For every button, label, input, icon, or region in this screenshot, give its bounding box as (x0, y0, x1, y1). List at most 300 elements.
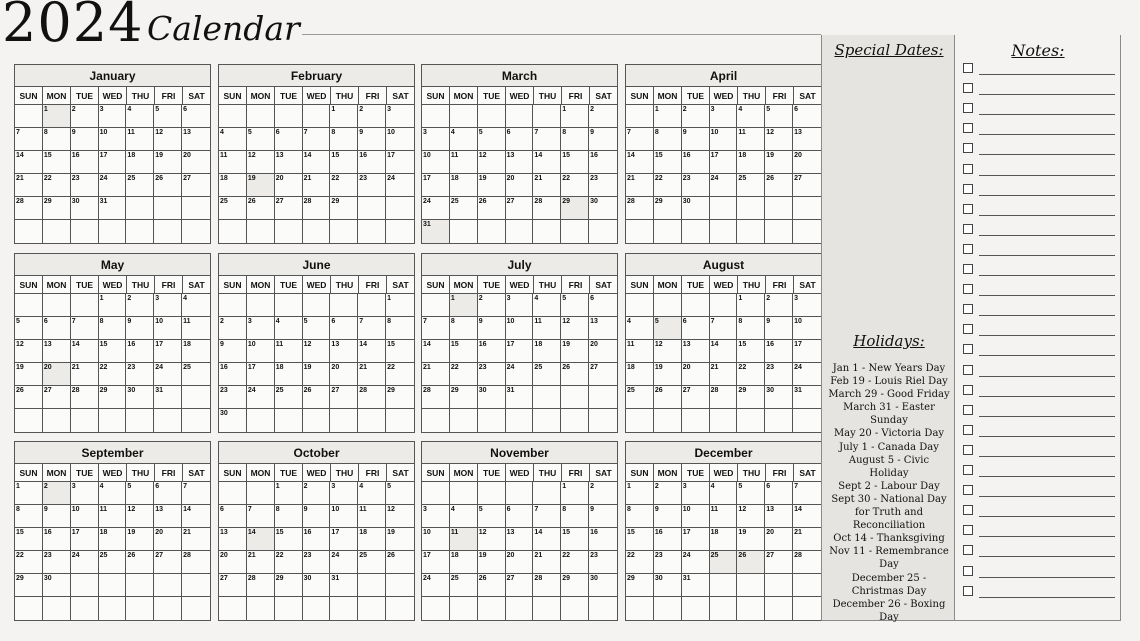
day-cell[interactable]: 12 (561, 317, 589, 340)
day-cell[interactable]: 19 (303, 363, 331, 386)
day-cell[interactable]: 24 (682, 551, 710, 574)
day-cell[interactable]: 12 (15, 340, 43, 363)
day-cell[interactable]: 8 (737, 317, 765, 340)
day-cell[interactable] (710, 294, 738, 317)
day-cell[interactable]: 1 (386, 294, 414, 317)
day-cell[interactable]: 30 (43, 574, 71, 597)
day-cell[interactable]: 1 (275, 482, 303, 505)
day-cell[interactable]: 9 (765, 317, 793, 340)
day-cell[interactable]: 11 (219, 151, 247, 174)
day-cell[interactable]: 15 (450, 340, 478, 363)
day-cell[interactable] (99, 597, 127, 620)
day-cell[interactable]: 3 (422, 128, 450, 151)
note-row[interactable] (963, 545, 1115, 557)
day-cell[interactable] (358, 197, 386, 220)
day-cell[interactable]: 11 (182, 317, 210, 340)
day-cell[interactable]: 13 (765, 505, 793, 528)
day-cell[interactable]: 5 (15, 317, 43, 340)
day-cell[interactable]: 20 (506, 174, 534, 197)
note-row[interactable] (963, 284, 1115, 296)
day-cell[interactable] (793, 220, 821, 243)
day-cell[interactable] (126, 574, 154, 597)
day-cell[interactable]: 25 (182, 363, 210, 386)
day-cell[interactable]: 13 (275, 151, 303, 174)
day-cell[interactable]: 4 (533, 294, 561, 317)
day-cell[interactable]: 8 (654, 128, 682, 151)
day-cell[interactable]: 17 (422, 551, 450, 574)
day-cell[interactable]: 1 (561, 482, 589, 505)
note-checkbox[interactable] (963, 304, 973, 314)
day-cell[interactable]: 21 (533, 174, 561, 197)
day-cell[interactable]: 24 (71, 551, 99, 574)
day-cell[interactable] (765, 574, 793, 597)
day-cell[interactable]: 31 (330, 574, 358, 597)
note-row[interactable] (963, 103, 1115, 115)
day-cell[interactable]: 29 (330, 197, 358, 220)
note-row[interactable] (963, 143, 1115, 155)
day-cell[interactable] (154, 574, 182, 597)
day-cell[interactable] (478, 409, 506, 432)
day-cell[interactable]: 4 (450, 128, 478, 151)
day-cell[interactable]: 14 (710, 340, 738, 363)
day-cell[interactable]: 16 (358, 151, 386, 174)
day-cell[interactable] (450, 597, 478, 620)
note-checkbox[interactable] (963, 204, 973, 214)
day-cell[interactable]: 14 (247, 528, 275, 551)
day-cell[interactable] (182, 220, 210, 243)
day-cell[interactable]: 7 (710, 317, 738, 340)
day-cell[interactable] (303, 105, 331, 128)
day-cell[interactable] (15, 105, 43, 128)
day-cell[interactable]: 29 (275, 574, 303, 597)
day-cell[interactable]: 5 (386, 482, 414, 505)
day-cell[interactable] (422, 597, 450, 620)
day-cell[interactable]: 21 (15, 174, 43, 197)
day-cell[interactable]: 5 (154, 105, 182, 128)
day-cell[interactable]: 10 (422, 151, 450, 174)
day-cell[interactable]: 27 (219, 574, 247, 597)
day-cell[interactable] (737, 597, 765, 620)
note-row[interactable] (963, 405, 1115, 417)
day-cell[interactable]: 28 (358, 386, 386, 409)
note-checkbox[interactable] (963, 425, 973, 435)
day-cell[interactable] (561, 386, 589, 409)
day-cell[interactable]: 25 (626, 386, 654, 409)
day-cell[interactable]: 7 (626, 128, 654, 151)
day-cell[interactable]: 20 (330, 363, 358, 386)
day-cell[interactable] (358, 220, 386, 243)
day-cell[interactable]: 26 (737, 551, 765, 574)
day-cell[interactable]: 30 (219, 409, 247, 432)
day-cell[interactable] (533, 105, 561, 128)
day-cell[interactable]: 30 (765, 386, 793, 409)
day-cell[interactable]: 14 (422, 340, 450, 363)
day-cell[interactable]: 6 (330, 317, 358, 340)
day-cell[interactable]: 17 (710, 151, 738, 174)
day-cell[interactable]: 15 (626, 528, 654, 551)
day-cell[interactable]: 8 (450, 317, 478, 340)
day-cell[interactable]: 11 (710, 505, 738, 528)
day-cell[interactable]: 13 (682, 340, 710, 363)
day-cell[interactable]: 20 (682, 363, 710, 386)
day-cell[interactable]: 19 (126, 528, 154, 551)
day-cell[interactable]: 8 (99, 317, 127, 340)
day-cell[interactable]: 30 (303, 574, 331, 597)
day-cell[interactable]: 29 (15, 574, 43, 597)
day-cell[interactable] (15, 294, 43, 317)
day-cell[interactable]: 10 (99, 128, 127, 151)
note-row[interactable] (963, 324, 1115, 336)
day-cell[interactable]: 21 (358, 363, 386, 386)
day-cell[interactable]: 4 (182, 294, 210, 317)
day-cell[interactable]: 23 (589, 174, 617, 197)
day-cell[interactable]: 18 (450, 174, 478, 197)
day-cell[interactable]: 5 (561, 294, 589, 317)
day-cell[interactable] (654, 409, 682, 432)
day-cell[interactable] (71, 220, 99, 243)
note-checkbox[interactable] (963, 143, 973, 153)
day-cell[interactable]: 23 (765, 363, 793, 386)
day-cell[interactable]: 11 (626, 340, 654, 363)
day-cell[interactable]: 5 (765, 105, 793, 128)
day-cell[interactable] (247, 409, 275, 432)
day-cell[interactable]: 7 (358, 317, 386, 340)
day-cell[interactable] (589, 409, 617, 432)
day-cell[interactable]: 21 (71, 363, 99, 386)
day-cell[interactable]: 5 (654, 317, 682, 340)
day-cell[interactable] (99, 220, 127, 243)
day-cell[interactable] (561, 220, 589, 243)
day-cell[interactable]: 28 (626, 197, 654, 220)
day-cell[interactable]: 9 (43, 505, 71, 528)
day-cell[interactable]: 4 (99, 482, 127, 505)
day-cell[interactable]: 2 (219, 317, 247, 340)
day-cell[interactable]: 22 (561, 551, 589, 574)
day-cell[interactable] (303, 294, 331, 317)
day-cell[interactable]: 17 (386, 151, 414, 174)
day-cell[interactable] (247, 105, 275, 128)
note-checkbox[interactable] (963, 123, 973, 133)
day-cell[interactable]: 9 (654, 505, 682, 528)
day-cell[interactable]: 14 (182, 505, 210, 528)
day-cell[interactable] (330, 597, 358, 620)
day-cell[interactable]: 18 (219, 174, 247, 197)
note-row[interactable] (963, 505, 1115, 517)
day-cell[interactable]: 16 (126, 340, 154, 363)
day-cell[interactable] (154, 597, 182, 620)
day-cell[interactable]: 8 (275, 505, 303, 528)
day-cell[interactable]: 27 (506, 574, 534, 597)
note-row[interactable] (963, 224, 1115, 236)
day-cell[interactable]: 29 (99, 386, 127, 409)
day-cell[interactable]: 27 (182, 174, 210, 197)
day-cell[interactable]: 16 (43, 528, 71, 551)
day-cell[interactable]: 24 (793, 363, 821, 386)
day-cell[interactable]: 1 (450, 294, 478, 317)
day-cell[interactable]: 7 (182, 482, 210, 505)
day-cell[interactable] (330, 220, 358, 243)
day-cell[interactable] (43, 409, 71, 432)
day-cell[interactable]: 9 (682, 128, 710, 151)
note-row[interactable] (963, 445, 1115, 457)
day-cell[interactable] (219, 220, 247, 243)
day-cell[interactable]: 1 (654, 105, 682, 128)
day-cell[interactable]: 26 (386, 551, 414, 574)
day-cell[interactable]: 22 (561, 174, 589, 197)
day-cell[interactable]: 18 (275, 363, 303, 386)
day-cell[interactable]: 2 (589, 482, 617, 505)
day-cell[interactable] (330, 294, 358, 317)
note-row[interactable] (963, 63, 1115, 75)
day-cell[interactable] (765, 220, 793, 243)
day-cell[interactable] (561, 597, 589, 620)
day-cell[interactable]: 13 (506, 528, 534, 551)
day-cell[interactable]: 21 (793, 528, 821, 551)
day-cell[interactable]: 21 (533, 551, 561, 574)
day-cell[interactable]: 21 (422, 363, 450, 386)
day-cell[interactable]: 25 (450, 197, 478, 220)
day-cell[interactable] (422, 294, 450, 317)
note-row[interactable] (963, 184, 1115, 196)
day-cell[interactable]: 1 (561, 105, 589, 128)
day-cell[interactable]: 20 (219, 551, 247, 574)
day-cell[interactable] (589, 220, 617, 243)
day-cell[interactable] (43, 220, 71, 243)
note-checkbox[interactable] (963, 264, 973, 274)
day-cell[interactable]: 17 (506, 340, 534, 363)
note-row[interactable] (963, 465, 1115, 477)
day-cell[interactable] (793, 197, 821, 220)
day-cell[interactable] (126, 409, 154, 432)
day-cell[interactable]: 19 (654, 363, 682, 386)
day-cell[interactable]: 12 (654, 340, 682, 363)
day-cell[interactable]: 10 (154, 317, 182, 340)
day-cell[interactable] (219, 597, 247, 620)
day-cell[interactable]: 7 (303, 128, 331, 151)
day-cell[interactable]: 2 (654, 482, 682, 505)
day-cell[interactable] (275, 294, 303, 317)
day-cell[interactable]: 6 (275, 128, 303, 151)
day-cell[interactable]: 29 (626, 574, 654, 597)
day-cell[interactable]: 8 (561, 128, 589, 151)
day-cell[interactable]: 18 (533, 340, 561, 363)
day-cell[interactable]: 5 (478, 128, 506, 151)
day-cell[interactable]: 6 (219, 505, 247, 528)
day-cell[interactable] (533, 409, 561, 432)
day-cell[interactable]: 8 (43, 128, 71, 151)
day-cell[interactable]: 7 (533, 505, 561, 528)
note-row[interactable] (963, 385, 1115, 397)
day-cell[interactable]: 16 (478, 340, 506, 363)
day-cell[interactable] (710, 574, 738, 597)
day-cell[interactable]: 26 (154, 174, 182, 197)
day-cell[interactable]: 1 (99, 294, 127, 317)
day-cell[interactable] (422, 105, 450, 128)
note-row[interactable] (963, 244, 1115, 256)
day-cell[interactable]: 17 (154, 340, 182, 363)
day-cell[interactable]: 2 (358, 105, 386, 128)
day-cell[interactable]: 11 (126, 128, 154, 151)
day-cell[interactable]: 13 (182, 128, 210, 151)
day-cell[interactable] (303, 220, 331, 243)
day-cell[interactable]: 31 (422, 220, 450, 243)
day-cell[interactable] (737, 220, 765, 243)
day-cell[interactable] (247, 482, 275, 505)
day-cell[interactable]: 12 (126, 505, 154, 528)
day-cell[interactable]: 16 (589, 151, 617, 174)
day-cell[interactable]: 26 (561, 363, 589, 386)
day-cell[interactable]: 29 (43, 197, 71, 220)
day-cell[interactable]: 5 (737, 482, 765, 505)
day-cell[interactable]: 26 (478, 197, 506, 220)
day-cell[interactable] (506, 105, 534, 128)
day-cell[interactable]: 19 (154, 151, 182, 174)
day-cell[interactable]: 23 (478, 363, 506, 386)
day-cell[interactable] (589, 597, 617, 620)
day-cell[interactable]: 18 (99, 528, 127, 551)
day-cell[interactable] (765, 197, 793, 220)
day-cell[interactable]: 5 (126, 482, 154, 505)
day-cell[interactable]: 31 (99, 197, 127, 220)
day-cell[interactable]: 30 (654, 574, 682, 597)
note-row[interactable] (963, 204, 1115, 216)
day-cell[interactable]: 23 (219, 386, 247, 409)
day-cell[interactable]: 26 (303, 386, 331, 409)
day-cell[interactable]: 7 (247, 505, 275, 528)
day-cell[interactable] (793, 574, 821, 597)
day-cell[interactable] (710, 220, 738, 243)
day-cell[interactable] (450, 220, 478, 243)
day-cell[interactable]: 16 (71, 151, 99, 174)
day-cell[interactable]: 5 (247, 128, 275, 151)
day-cell[interactable] (533, 220, 561, 243)
note-checkbox[interactable] (963, 465, 973, 475)
day-cell[interactable]: 2 (126, 294, 154, 317)
day-cell[interactable]: 6 (506, 505, 534, 528)
day-cell[interactable] (126, 220, 154, 243)
day-cell[interactable]: 1 (626, 482, 654, 505)
day-cell[interactable]: 11 (450, 151, 478, 174)
day-cell[interactable]: 22 (330, 174, 358, 197)
day-cell[interactable]: 21 (303, 174, 331, 197)
day-cell[interactable]: 4 (626, 317, 654, 340)
day-cell[interactable]: 27 (330, 386, 358, 409)
day-cell[interactable]: 24 (422, 574, 450, 597)
note-row[interactable] (963, 83, 1115, 95)
day-cell[interactable]: 15 (561, 528, 589, 551)
day-cell[interactable]: 8 (15, 505, 43, 528)
day-cell[interactable] (765, 409, 793, 432)
day-cell[interactable]: 14 (303, 151, 331, 174)
day-cell[interactable] (358, 574, 386, 597)
day-cell[interactable] (654, 597, 682, 620)
note-row[interactable] (963, 425, 1115, 437)
day-cell[interactable]: 19 (561, 340, 589, 363)
day-cell[interactable]: 26 (247, 197, 275, 220)
day-cell[interactable]: 6 (154, 482, 182, 505)
day-cell[interactable]: 3 (422, 505, 450, 528)
day-cell[interactable]: 31 (793, 386, 821, 409)
day-cell[interactable]: 14 (71, 340, 99, 363)
day-cell[interactable] (626, 105, 654, 128)
day-cell[interactable]: 3 (71, 482, 99, 505)
note-row[interactable] (963, 123, 1115, 135)
day-cell[interactable] (182, 386, 210, 409)
day-cell[interactable]: 24 (99, 174, 127, 197)
day-cell[interactable]: 29 (561, 197, 589, 220)
day-cell[interactable] (710, 197, 738, 220)
note-checkbox[interactable] (963, 284, 973, 294)
note-checkbox[interactable] (963, 405, 973, 415)
note-checkbox[interactable] (963, 224, 973, 234)
day-cell[interactable]: 1 (43, 105, 71, 128)
day-cell[interactable] (71, 294, 99, 317)
day-cell[interactable]: 9 (303, 505, 331, 528)
note-checkbox[interactable] (963, 324, 973, 334)
day-cell[interactable]: 31 (506, 386, 534, 409)
day-cell[interactable]: 2 (303, 482, 331, 505)
day-cell[interactable]: 16 (765, 340, 793, 363)
day-cell[interactable]: 25 (710, 551, 738, 574)
day-cell[interactable]: 12 (154, 128, 182, 151)
day-cell[interactable]: 4 (358, 482, 386, 505)
day-cell[interactable]: 4 (126, 105, 154, 128)
day-cell[interactable] (43, 294, 71, 317)
day-cell[interactable] (303, 409, 331, 432)
day-cell[interactable]: 9 (71, 128, 99, 151)
day-cell[interactable]: 20 (793, 151, 821, 174)
day-cell[interactable]: 3 (506, 294, 534, 317)
day-cell[interactable] (450, 482, 478, 505)
day-cell[interactable]: 22 (15, 551, 43, 574)
day-cell[interactable]: 11 (275, 340, 303, 363)
day-cell[interactable]: 28 (793, 551, 821, 574)
day-cell[interactable]: 30 (682, 197, 710, 220)
day-cell[interactable]: 10 (422, 528, 450, 551)
day-cell[interactable]: 15 (275, 528, 303, 551)
day-cell[interactable] (737, 574, 765, 597)
day-cell[interactable]: 15 (386, 340, 414, 363)
day-cell[interactable]: 6 (506, 128, 534, 151)
day-cell[interactable] (793, 409, 821, 432)
day-cell[interactable]: 16 (303, 528, 331, 551)
day-cell[interactable]: 23 (654, 551, 682, 574)
day-cell[interactable]: 10 (793, 317, 821, 340)
day-cell[interactable]: 22 (737, 363, 765, 386)
day-cell[interactable] (71, 409, 99, 432)
note-checkbox[interactable] (963, 445, 973, 455)
note-checkbox[interactable] (963, 63, 973, 73)
day-cell[interactable] (15, 220, 43, 243)
day-cell[interactable] (15, 597, 43, 620)
day-cell[interactable] (275, 409, 303, 432)
day-cell[interactable]: 9 (478, 317, 506, 340)
day-cell[interactable]: 19 (386, 528, 414, 551)
day-cell[interactable]: 7 (422, 317, 450, 340)
day-cell[interactable]: 9 (358, 128, 386, 151)
day-cell[interactable]: 22 (450, 363, 478, 386)
day-cell[interactable]: 25 (358, 551, 386, 574)
day-cell[interactable] (182, 574, 210, 597)
day-cell[interactable]: 22 (626, 551, 654, 574)
day-cell[interactable]: 10 (71, 505, 99, 528)
day-cell[interactable]: 29 (386, 386, 414, 409)
day-cell[interactable]: 22 (99, 363, 127, 386)
day-cell[interactable]: 28 (533, 197, 561, 220)
day-cell[interactable]: 3 (247, 317, 275, 340)
day-cell[interactable]: 3 (710, 105, 738, 128)
day-cell[interactable] (247, 597, 275, 620)
